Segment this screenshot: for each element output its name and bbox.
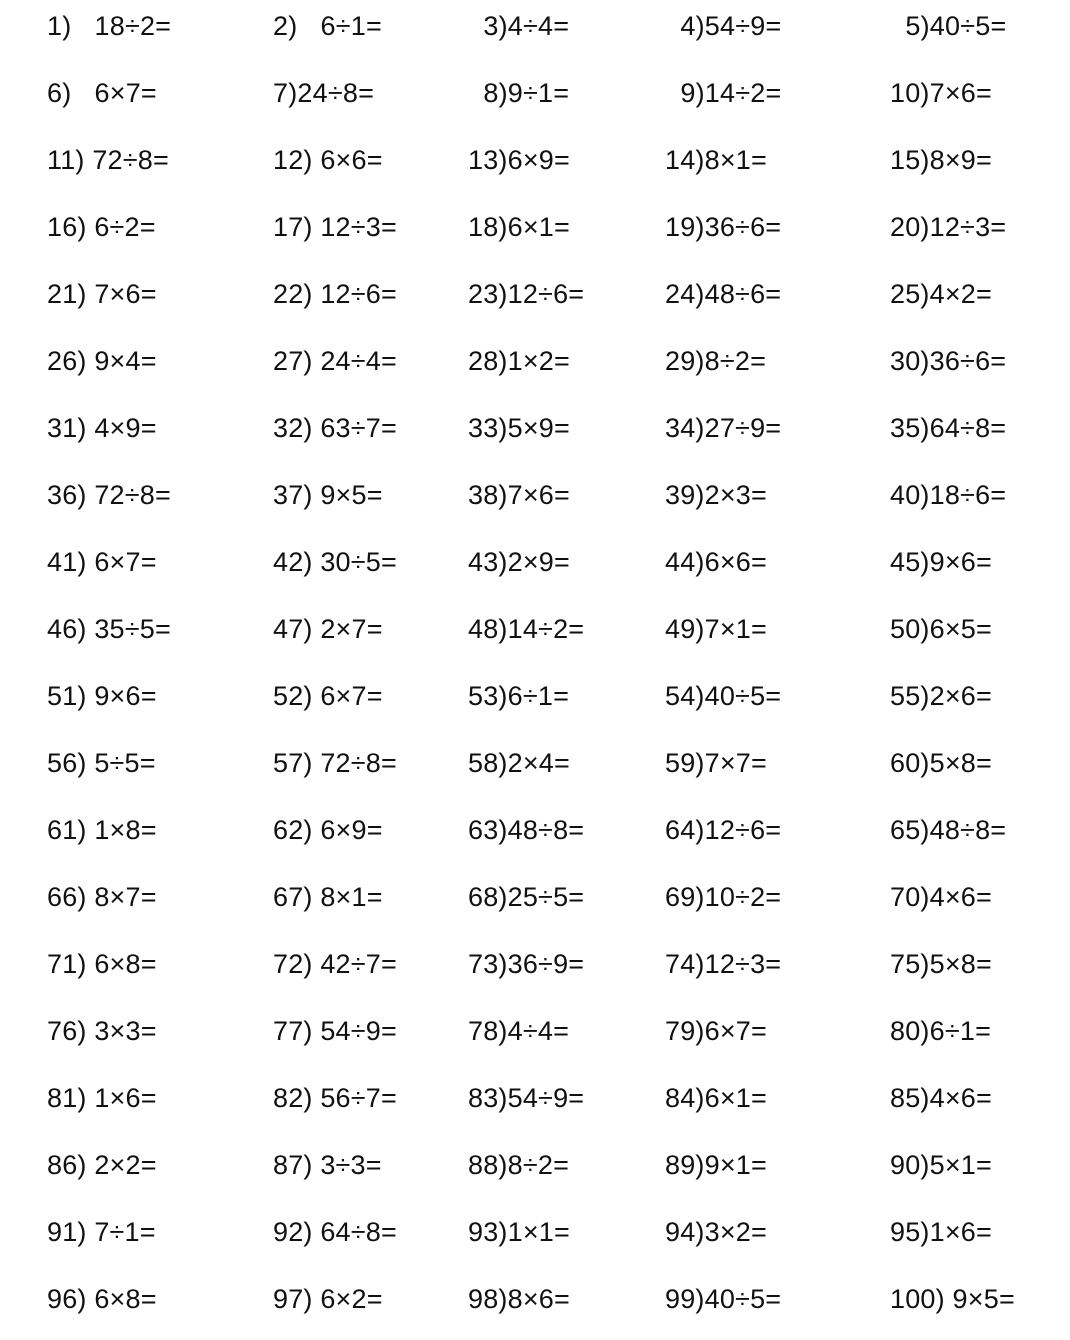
math-problem: 93)1×1= (468, 1217, 570, 1247)
math-problem: 99)40÷5= (665, 1284, 782, 1314)
math-problem: 41) 6×7= (47, 547, 157, 577)
math-problem: 89)9×1= (665, 1150, 767, 1180)
math-problem: 48)14÷2= (468, 614, 585, 644)
math-problem: 72) 42÷7= (273, 949, 397, 979)
math-problem: 32) 63÷7= (273, 413, 397, 443)
math-problem: 36) 72÷8= (47, 480, 171, 510)
math-problem: 12) 6×6= (273, 145, 383, 175)
math-problem: 64)12÷6= (665, 815, 782, 845)
math-problem: 26) 9×4= (47, 346, 157, 376)
math-problem: 2) 6÷1= (273, 11, 382, 41)
math-problem: 8)9÷1= (468, 78, 570, 108)
problem-row (0, 1072, 1070, 1139)
problem-row (0, 402, 1070, 469)
math-problem: 30)36÷6= (890, 346, 1007, 376)
math-problem: 97) 6×2= (273, 1284, 383, 1314)
math-problem: 24)48÷6= (665, 279, 782, 309)
math-problem: 55)2×6= (890, 681, 992, 711)
math-problem: 80)6÷1= (890, 1016, 992, 1046)
math-problem: 43)2×9= (468, 547, 570, 577)
math-problem: 27) 24÷4= (273, 346, 397, 376)
math-problem: 68)25÷5= (468, 882, 585, 912)
math-problem: 71) 6×8= (47, 949, 157, 979)
math-problem: 35)64÷8= (890, 413, 1007, 443)
math-problem: 14)8×1= (665, 145, 767, 175)
math-problem: 37) 9×5= (273, 480, 383, 510)
math-problem: 18)6×1= (468, 212, 570, 242)
math-problem: 76) 3×3= (47, 1016, 157, 1046)
math-problem: 11) 72÷8= (47, 145, 169, 175)
math-problem: 19)36÷6= (665, 212, 782, 242)
math-problem: 5)40÷5= (890, 11, 1007, 41)
math-problem: 65)48÷8= (890, 815, 1007, 845)
math-problem: 95)1×6= (890, 1217, 992, 1247)
math-problem: 83)54÷9= (468, 1083, 585, 1113)
math-problem: 13)6×9= (468, 145, 570, 175)
math-problem: 85)4×6= (890, 1083, 992, 1113)
math-problem: 81) 1×6= (47, 1083, 157, 1113)
math-problem: 87) 3÷3= (273, 1150, 382, 1180)
math-problem: 94)3×2= (665, 1217, 767, 1247)
math-problem: 28)1×2= (468, 346, 570, 376)
math-problem: 38)7×6= (468, 480, 570, 510)
math-problem: 53)6÷1= (468, 681, 570, 711)
math-problem: 74)12÷3= (665, 949, 782, 979)
math-problem: 82) 56÷7= (273, 1083, 397, 1113)
math-problem: 10)7×6= (890, 78, 992, 108)
math-problem: 77) 54÷9= (273, 1016, 397, 1046)
math-problem: 60)5×8= (890, 748, 992, 778)
math-problem: 29)8÷2= (665, 346, 767, 376)
math-problem: 84)6×1= (665, 1083, 767, 1113)
problem-row (0, 737, 1070, 804)
problem-row (0, 536, 1070, 603)
math-problem: 96) 6×8= (47, 1284, 157, 1314)
math-problem: 20)12÷3= (890, 212, 1007, 242)
math-problem: 63)48÷8= (468, 815, 585, 845)
math-problem: 34)27÷9= (665, 413, 782, 443)
math-problem: 61) 1×8= (47, 815, 157, 845)
problem-row (0, 1139, 1070, 1206)
math-problem: 100) 9×5= (890, 1284, 1015, 1314)
math-problem: 1) 18÷2= (47, 11, 172, 41)
math-problem: 78)4÷4= (468, 1016, 570, 1046)
problem-row (0, 469, 1070, 536)
math-problem: 9)14÷2= (665, 78, 782, 108)
math-problem: 39)2×3= (665, 480, 767, 510)
math-problem: 33)5×9= (468, 413, 570, 443)
math-problem: 49)7×1= (665, 614, 767, 644)
problem-row (0, 0, 1070, 67)
math-problem: 57) 72÷8= (273, 748, 397, 778)
problem-row (0, 871, 1070, 938)
math-problem: 44)6×6= (665, 547, 767, 577)
math-problem: 22) 12÷6= (273, 279, 397, 309)
math-problem: 6) 6×7= (47, 78, 157, 108)
problem-row (0, 804, 1070, 871)
math-problem: 56) 5÷5= (47, 748, 156, 778)
math-problem: 45)9×6= (890, 547, 992, 577)
math-problem: 66) 8×7= (47, 882, 157, 912)
problem-row (0, 938, 1070, 1005)
math-problem: 46) 35÷5= (47, 614, 171, 644)
problem-row (0, 1206, 1070, 1273)
math-problem: 54)40÷5= (665, 681, 782, 711)
math-problem: 62) 6×9= (273, 815, 383, 845)
math-problem: 67) 8×1= (273, 882, 383, 912)
math-problem: 92) 64÷8= (273, 1217, 397, 1247)
math-problem: 88)8÷2= (468, 1150, 570, 1180)
math-problem: 50)6×5= (890, 614, 992, 644)
math-problem: 31) 4×9= (47, 413, 157, 443)
math-problem: 98)8×6= (468, 1284, 570, 1314)
math-problem: 52) 6×7= (273, 681, 383, 711)
problem-row (0, 268, 1070, 335)
problem-row (0, 670, 1070, 737)
math-problem: 15)8×9= (890, 145, 992, 175)
math-problem: 7)24÷8= (273, 78, 375, 108)
math-problem: 69)10÷2= (665, 882, 782, 912)
math-problem: 90)5×1= (890, 1150, 992, 1180)
math-problem: 42) 30÷5= (273, 547, 397, 577)
math-problem: 25)4×2= (890, 279, 992, 309)
problem-row (0, 603, 1070, 670)
math-problem: 75)5×8= (890, 949, 992, 979)
math-problem: 16) 6÷2= (47, 212, 156, 242)
math-problem: 17) 12÷3= (273, 212, 397, 242)
math-problem: 21) 7×6= (47, 279, 157, 309)
math-problem: 73)36÷9= (468, 949, 585, 979)
math-problem: 86) 2×2= (47, 1150, 157, 1180)
math-problem: 23)12÷6= (468, 279, 585, 309)
math-problem: 40)18÷6= (890, 480, 1007, 510)
problem-row (0, 1005, 1070, 1072)
math-problem: 51) 9×6= (47, 681, 157, 711)
math-problem: 3)4÷4= (468, 11, 570, 41)
math-problem: 91) 7÷1= (47, 1217, 156, 1247)
math-problem: 59)7×7= (665, 748, 767, 778)
math-problem: 79)6×7= (665, 1016, 767, 1046)
math-problem: 58)2×4= (468, 748, 570, 778)
math-problem: 4)54÷9= (665, 11, 782, 41)
problem-row (0, 134, 1070, 201)
problem-row (0, 335, 1070, 402)
problem-row (0, 67, 1070, 134)
math-problem: 47) 2×7= (273, 614, 383, 644)
math-problem: 70)4×6= (890, 882, 992, 912)
problem-row (0, 1273, 1070, 1340)
problem-row (0, 201, 1070, 268)
